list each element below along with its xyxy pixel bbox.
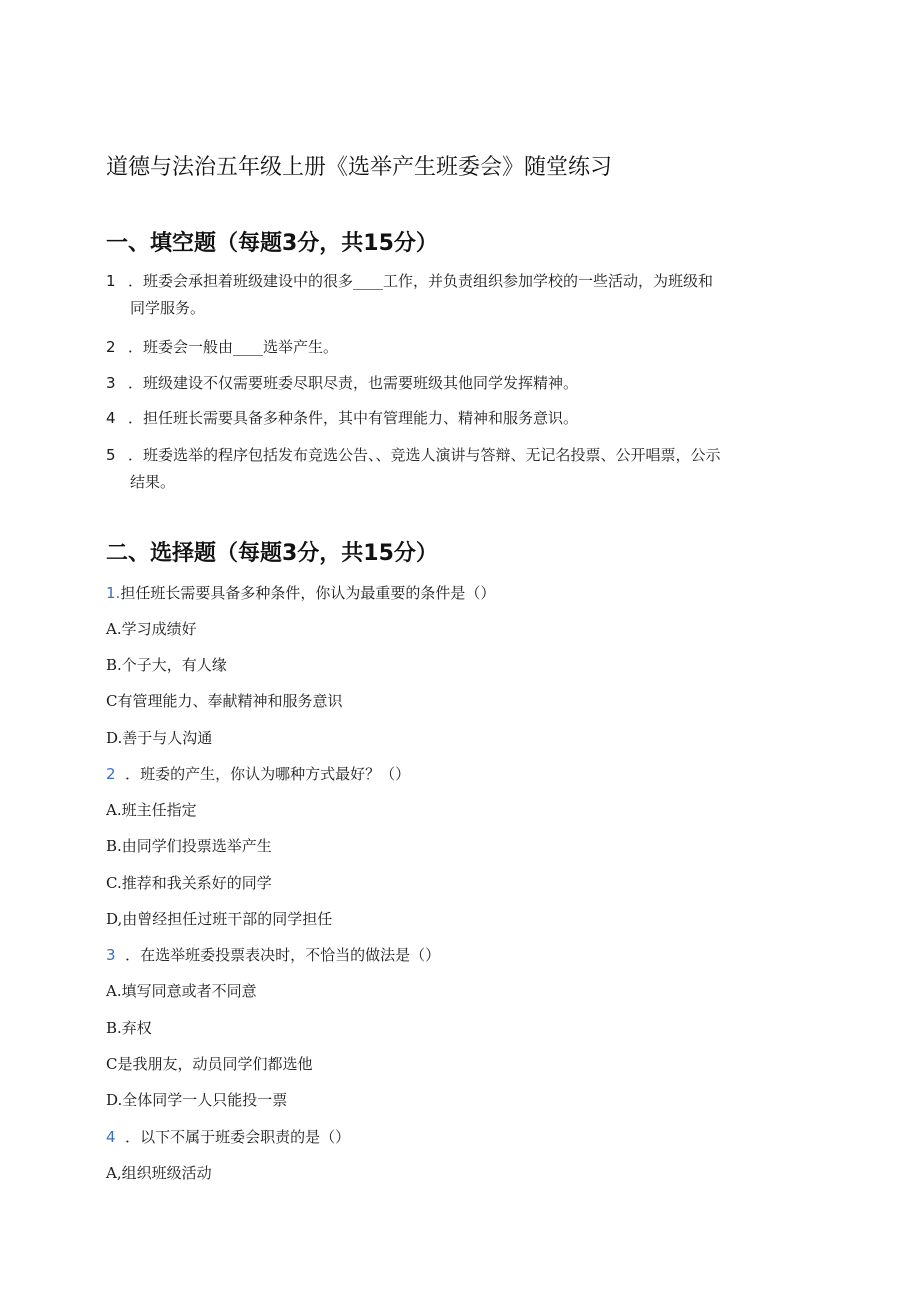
choice-question-1 bbox=[106, 582, 495, 604]
option-a: A.学习成绩好 bbox=[106, 620, 197, 638]
choice-question-2 bbox=[106, 763, 410, 785]
option-d: D.全体同学一人只能投一票 bbox=[106, 1091, 288, 1109]
option-d: D.善于与人沟通 bbox=[106, 729, 213, 747]
question-number: 4 bbox=[106, 1128, 116, 1146]
question-stem: ．班委的产生，你认为哪种方式最好？（） bbox=[125, 765, 411, 783]
choice-question-3 bbox=[106, 944, 440, 966]
question-number: 2 bbox=[106, 338, 116, 356]
question-number: 3 bbox=[106, 374, 116, 392]
fill-in-question-3 bbox=[106, 370, 806, 397]
option-c: C是我朋友，动员同学们都选他 bbox=[106, 1055, 313, 1073]
option-b: B.个子大，有人缘 bbox=[106, 656, 227, 674]
choice-question-4 bbox=[106, 1126, 350, 1148]
section-heading-fill-in: 一、填空题（每题3分，共15分） bbox=[106, 231, 438, 256]
page-title: 道德与法治五年级上册《选举产生班委会》随堂练习 bbox=[106, 155, 613, 180]
question-text-continued: 同学服务。 bbox=[130, 299, 206, 317]
question-text: ．班委选举的程序包括发布竞选公告、、竞选人演讲与答辩、无记名投票、公开唱票，公示 bbox=[128, 446, 721, 464]
question-number: 4 bbox=[106, 409, 116, 427]
option-b: B.由同学们投票选举产生 bbox=[106, 837, 272, 855]
option-c: C.推荐和我关系好的同学 bbox=[106, 874, 272, 892]
question-number: 3 bbox=[106, 946, 116, 964]
question-stem: ．以下不属于班委会职责的是（） bbox=[125, 1128, 351, 1146]
fill-in-question-1 bbox=[106, 268, 806, 322]
fill-in-question-5 bbox=[106, 442, 806, 496]
section-heading-multiple-choice: 二、选择题（每题3分，共15分） bbox=[106, 541, 438, 566]
question-number: 1 bbox=[106, 272, 116, 290]
question-text-continued: 结果。 bbox=[130, 473, 176, 491]
question-number: 1. bbox=[106, 584, 121, 602]
question-text: ．班级建设不仅需要班委尽职尽责，也需要班级其他同学发挥精神。 bbox=[128, 374, 579, 392]
fill-in-question-2 bbox=[106, 334, 806, 361]
fill-in-question-4 bbox=[106, 405, 806, 432]
question-stem: ．在选举班委投票表决时，不恰当的做法是（） bbox=[125, 946, 441, 964]
question-text: ．担任班长需要具备多种条件，其中有管理能力、精神和服务意识。 bbox=[128, 409, 579, 427]
option-a: A,组织班级活动 bbox=[106, 1164, 212, 1182]
option-a: A.填写同意或者不同意 bbox=[106, 982, 257, 1000]
option-d: D,由曾经担任过班干部的同学担任 bbox=[106, 910, 333, 928]
question-text: ．班委会一般由____选举产生。 bbox=[128, 338, 339, 356]
question-text: ．班委会承担着班级建设中的很多____工作，并负责组织参加学校的一些活动，为班级和 bbox=[128, 272, 714, 290]
question-number: 5 bbox=[106, 446, 116, 464]
option-b: B.弃权 bbox=[106, 1019, 152, 1037]
option-a: A.班主任指定 bbox=[106, 801, 197, 819]
question-number: 2 bbox=[106, 765, 116, 783]
option-c: C有管理能力、奉献精神和服务意识 bbox=[106, 692, 343, 710]
question-stem: 担任班长需要具备多种条件，你认为最重要的条件是（） bbox=[120, 584, 496, 602]
